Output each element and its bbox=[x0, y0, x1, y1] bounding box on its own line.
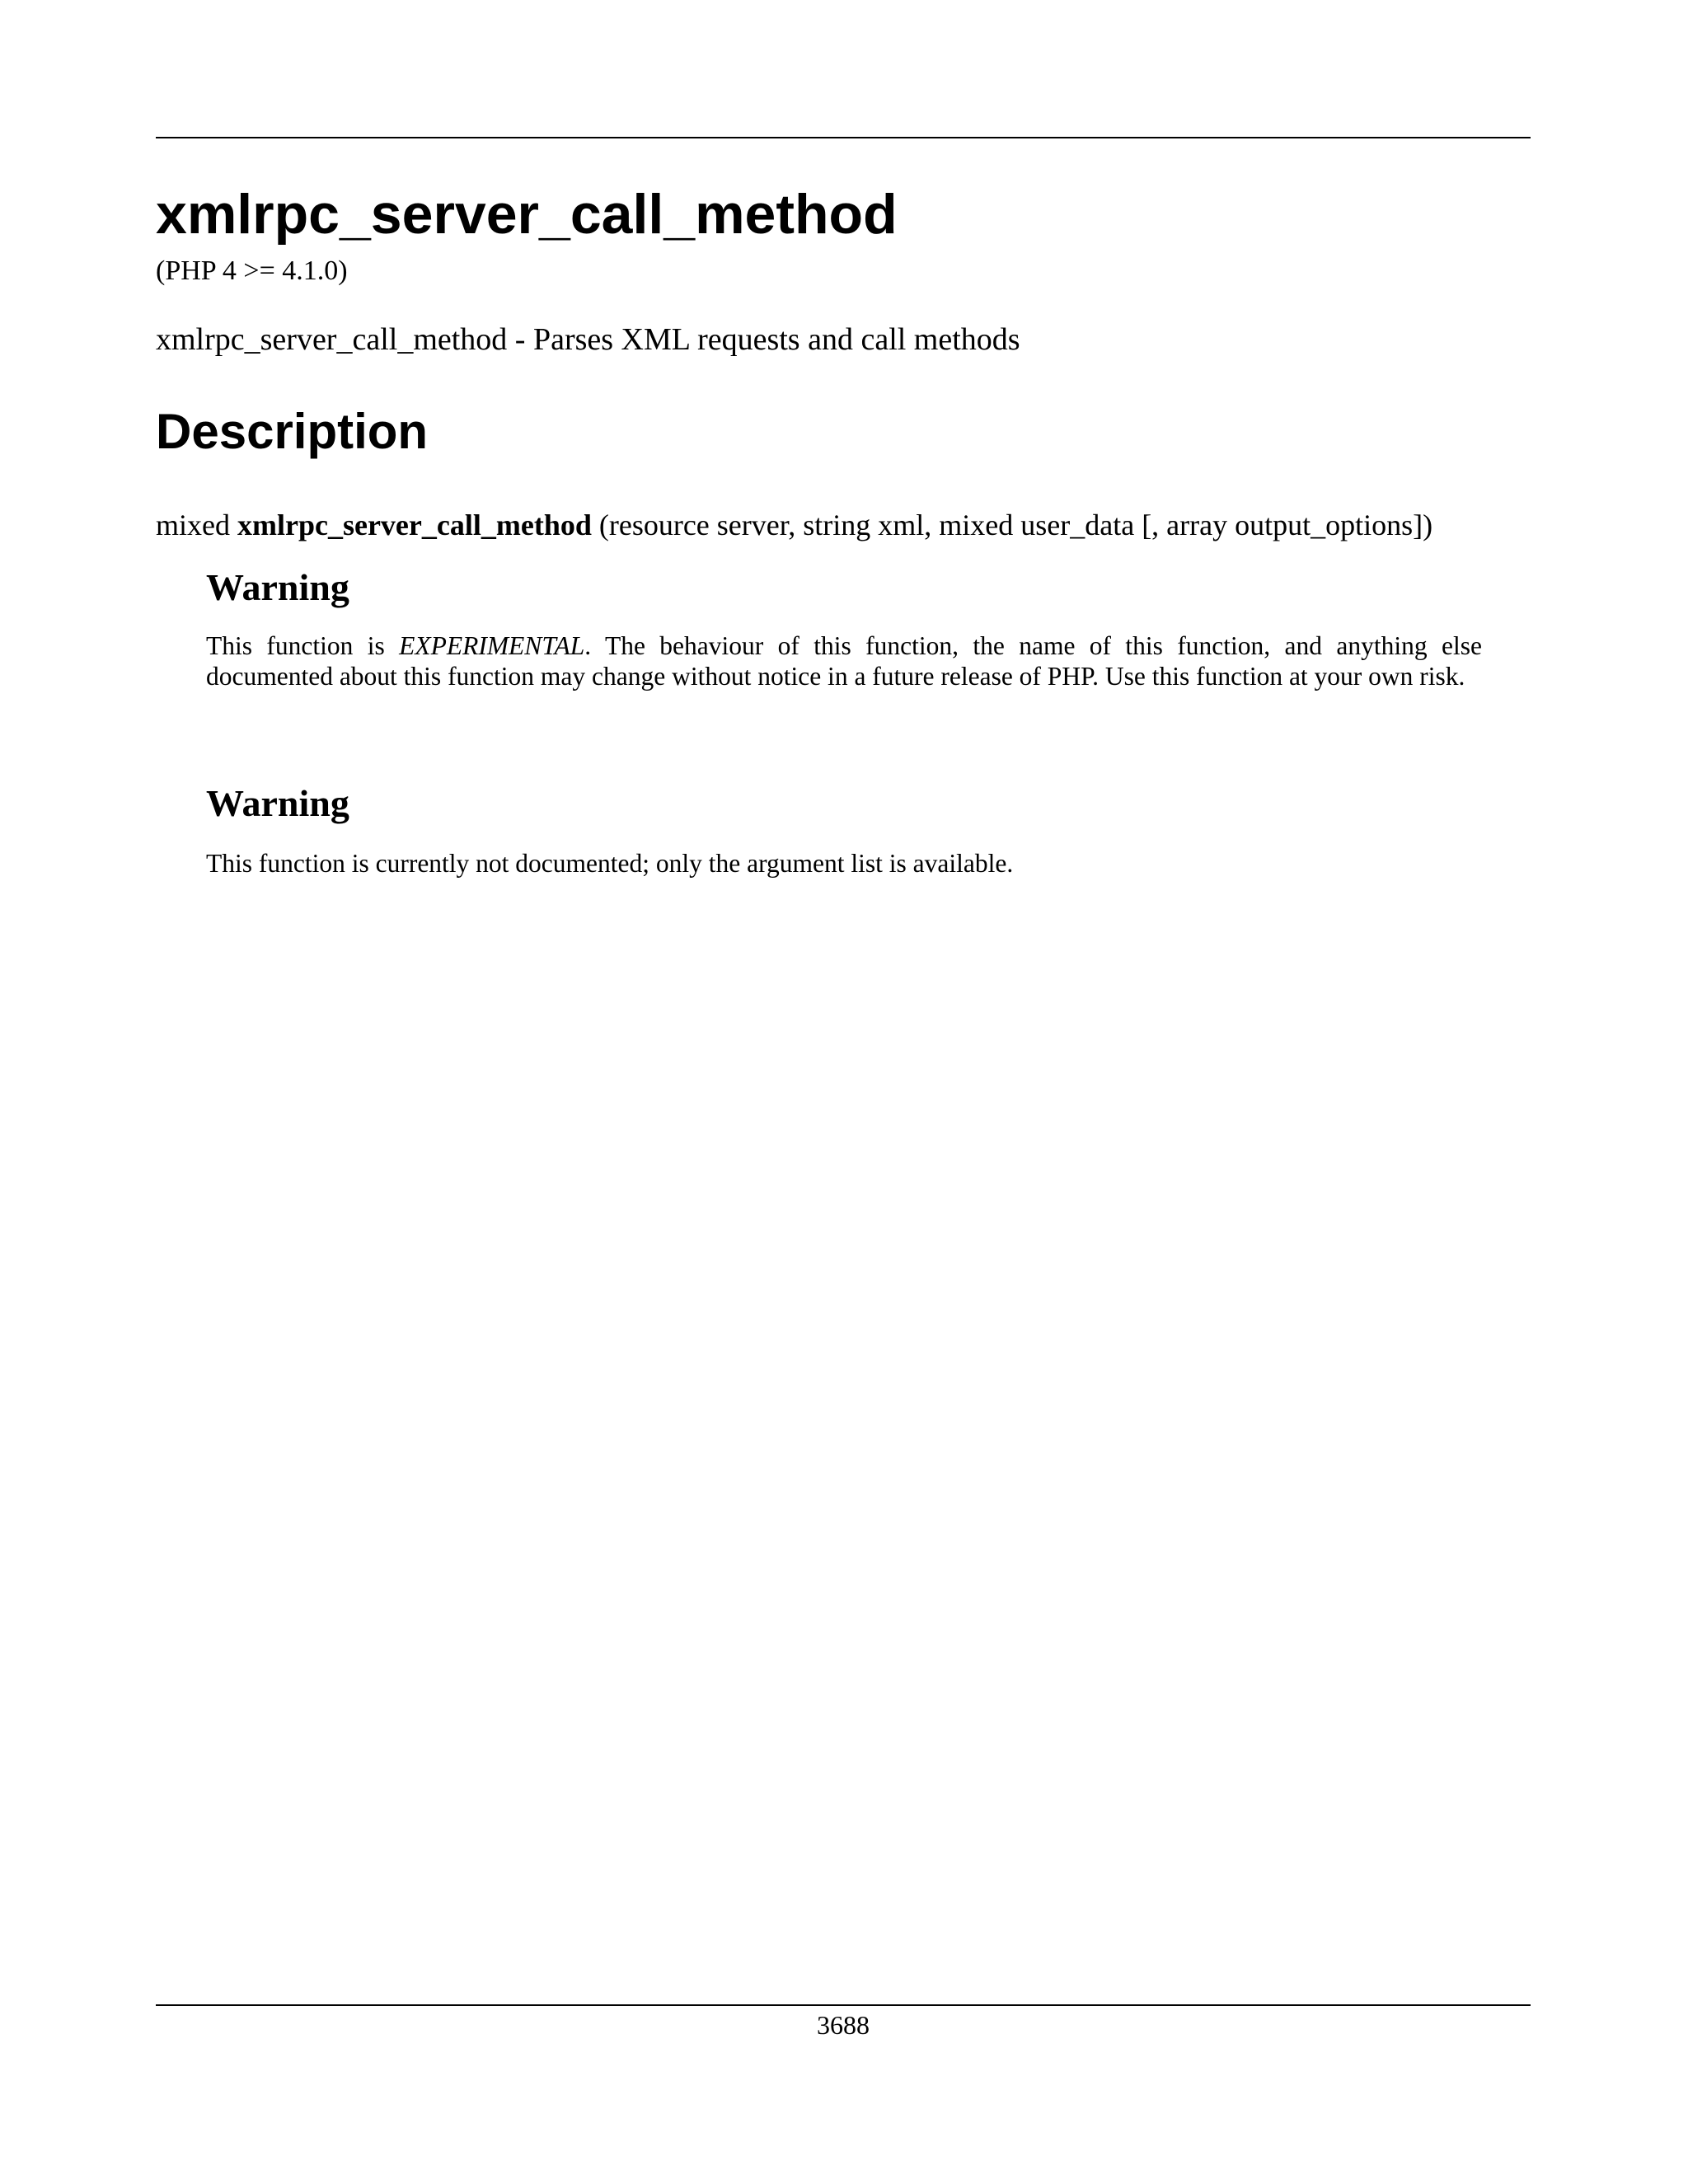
function-params: (resource server, string xml, mixed user_data [, array output_options]) bbox=[598, 509, 1433, 541]
function-name: xmlrpc_server_call_method bbox=[237, 509, 592, 541]
header-rule bbox=[156, 137, 1531, 138]
warning-heading: Warning bbox=[206, 566, 349, 608]
version-info: (PHP 4 >= 4.1.0) bbox=[156, 255, 348, 286]
warning-text-end: . The behaviour of this function, the name of this function, and anything else documented about this function may change without notice in a future release of PHP. Use this function at your own risk. bbox=[206, 630, 1482, 691]
page-number: 3688 bbox=[817, 2010, 870, 2040]
warning-text: This function is currently not documented; only the argument list is available. bbox=[206, 848, 1014, 878]
warning-heading: Warning bbox=[206, 782, 349, 824]
warning-experimental bbox=[206, 567, 1482, 691]
warning-text-start: This function is bbox=[206, 630, 400, 660]
return-type: mixed bbox=[156, 509, 230, 541]
page-title: xmlrpc_server_call_method bbox=[156, 183, 898, 246]
warning-emphasis: EXPERIMENTAL bbox=[399, 630, 585, 660]
warning-text bbox=[206, 630, 1482, 691]
warning-undocumented bbox=[206, 783, 1482, 879]
refpurpose: xmlrpc_server_call_method - Parses XML requests and call methods bbox=[156, 322, 1020, 357]
function-synopsis bbox=[156, 509, 1432, 542]
footer-rule bbox=[156, 2004, 1531, 2006]
description-heading: Description bbox=[156, 404, 429, 459]
